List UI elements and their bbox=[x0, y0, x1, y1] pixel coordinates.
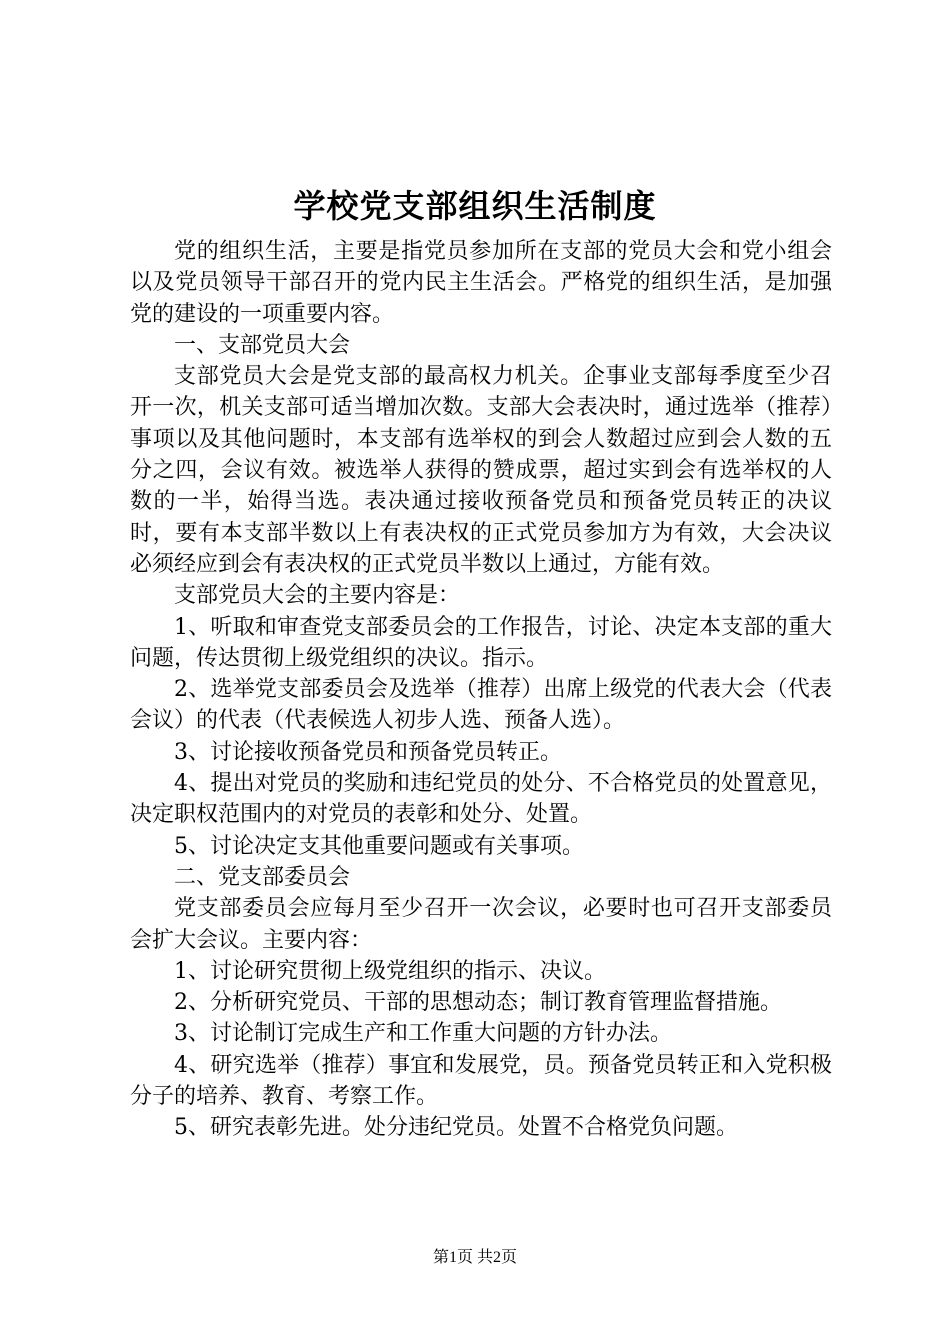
document-title: 学校党支部组织生活制度 bbox=[293, 187, 657, 225]
list-item: 2、选举党支部委员会及选举（推荐）出席上级党的代表大会（代表会议）的代表（代表候选人初步人选、预备人选）。 bbox=[130, 677, 832, 734]
list-item: 3、讨论制订完成生产和工作重大问题的方针办法。 bbox=[174, 1021, 672, 1047]
list-item: 3、讨论接收预备党员和预备党员转正。 bbox=[174, 739, 562, 765]
list-item: 5、研究表彰先进。处分违纪党员。处置不合格党负问题。 bbox=[174, 1115, 738, 1141]
document-body bbox=[130, 236, 832, 1144]
list-item: 4、提出对党员的奖励和违纪党员的处分、不合格党员的处置意见，决定职权范围内的对党员的表彰和处分、处置。 bbox=[130, 771, 832, 828]
list-item: 1、讨论研究贯彻上级党组织的指示、决议。 bbox=[174, 958, 606, 984]
paragraph: 党支部委员会应每月至少召开一次会议，必要时也可召开支部委员会扩大会议。主要内容： bbox=[130, 896, 832, 953]
section-heading: 二、党支部委员会 bbox=[174, 864, 351, 890]
list-item: 5、讨论决定支其他重要问题或有关事项。 bbox=[174, 833, 584, 859]
list-item: 2、分析研究党员、干部的思想动态；制订教育管理监督措施。 bbox=[174, 990, 782, 1016]
paragraph: 支部党员大会是党支部的最高权力机关。企事业支部每季度至少召开一次，机关支部可适当增加次数。支部大会表决时，通过选举（推荐）事项以及其他问题时，本支部有选举权的到会人数超过应到会人数的五分之四，会议有效。被选举人获得的赞成票，超过实到会有选举权的人数的一半，始得当选。表决通过接收预备党员和预备党员转正的决议时，要有本支部半数以上有表决权的正式党员参加方为有效，大会决议必须经应到会有表决权的正式党员半数以上通过，方能有效。 bbox=[130, 364, 832, 577]
paragraph: 支部党员大会的主要内容是： bbox=[174, 583, 461, 609]
section-heading: 一、支部党员大会 bbox=[174, 332, 351, 358]
page-footer: 第1页 共2页 bbox=[432, 1249, 517, 1266]
list-item: 1、听取和审查党支部委员会的工作报告，讨论、决定本支部的重大问题，传达贯彻上级党组织的决议。指示。 bbox=[130, 614, 832, 671]
paragraph: 党的组织生活，主要是指党员参加所在支部的党员大会和党小组会以及党员领导干部召开的党内民主生活会。严格党的组织生活，是加强党的建设的一项重要内容。 bbox=[130, 239, 832, 327]
list-item: 4、研究选举（推荐）事宜和发展党，员。预备党员转正和入党积极分子的培养、教育、考察工作。 bbox=[130, 1052, 832, 1110]
